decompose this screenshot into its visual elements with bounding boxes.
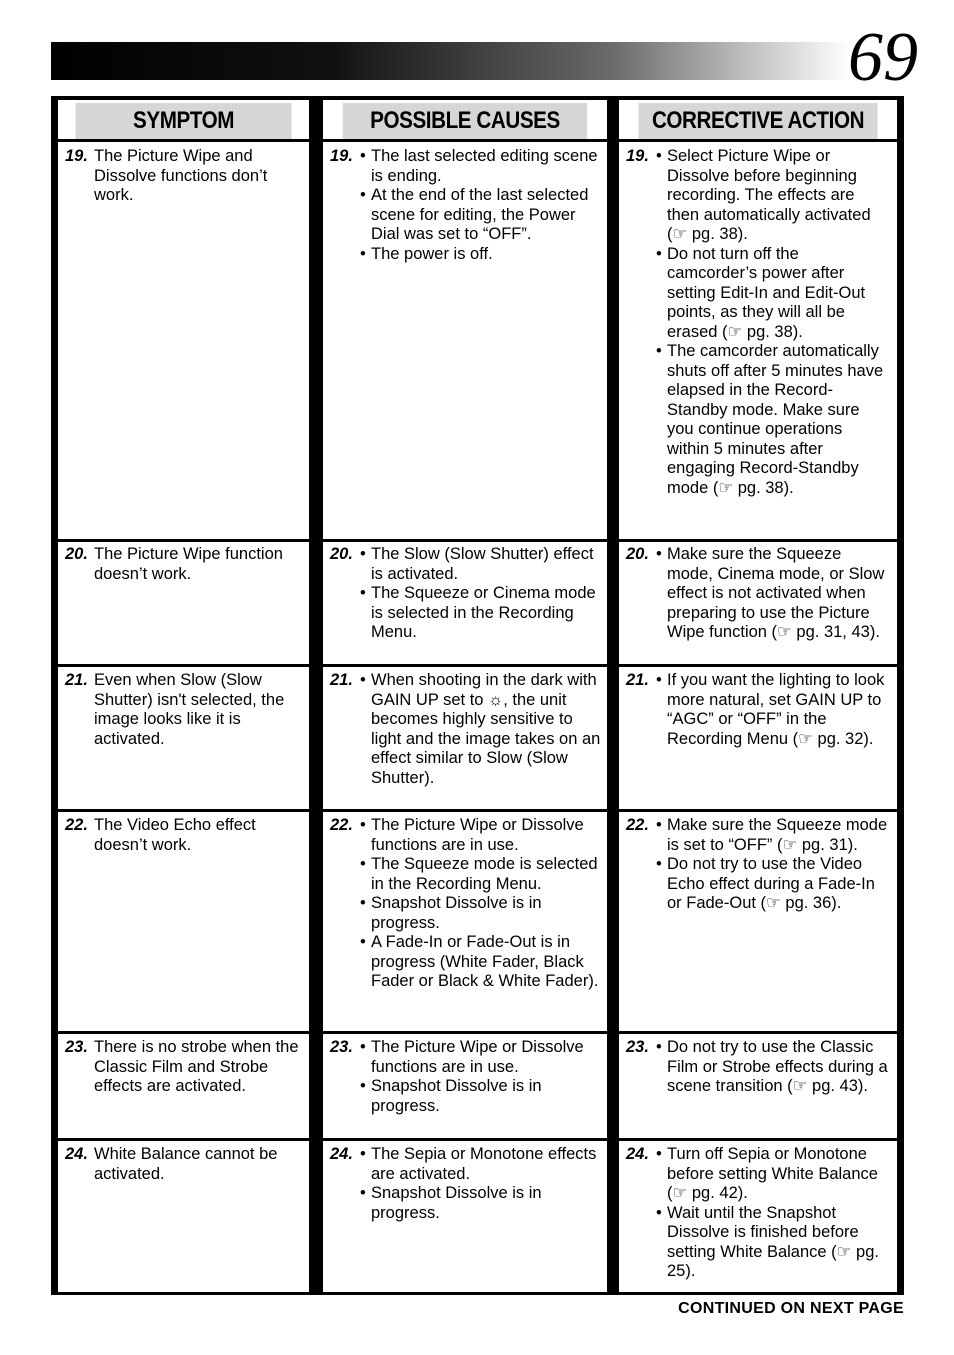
symptom-21: 21. Even when Slow (Slow Shutter) isn't selected, the image looks like it is activated. — [65, 671, 285, 748]
actions-24: 24. • Turn off Sepia or Monotone before setting White Balance (☞ pg. 42). • Wait until the Snapshot Dissolve is finished before setting White Balance (☞ pg. 25). — [626, 1145, 888, 1282]
page-number: 69 — [848, 19, 918, 96]
symptom-19: 19. The Picture Wipe and Dissolve functions don’t work. — [65, 147, 268, 204]
causes-23: 23. • The Picture Wipe or Dissolve functions are in use. • Snapshot Dissolve is in progress. — [330, 1038, 602, 1116]
continued-note: CONTINUED ON NEXT PAGE — [678, 1300, 904, 1317]
row-divider — [51, 809, 904, 812]
causes-19: 19. • The last selected editing scene is ending. • At the end of the last selected scene for editing, the Power Dial was set to “OFF”. • The power is off. — [330, 147, 602, 264]
symptom-22: 22. The Video Echo effect doesn’t work. — [65, 816, 256, 854]
row-divider — [51, 539, 904, 542]
symptom-24: 24. White Balance cannot be activated. — [65, 1145, 278, 1183]
actions-21: 21. • If you want the lighting to look more natural, set GAIN UP to “AGC” or “OFF” in the Recording Menu (☞ pg. 32). — [626, 671, 888, 749]
action-header: CORRECTIVE ACTION — [638, 103, 877, 139]
actions-20: 20. • Make sure the Squeeze mode, Cinema mode, or Slow effect is not activated when preparing to use the Picture Wipe function (☞ pg. 31, 43). — [626, 545, 888, 643]
actions-22: 22. • Make sure the Squeeze mode is set to “OFF” (☞ pg. 31). • Do not try to use the Video Echo effect during a Fade-In or Fade-Out (☞ pg. 36). — [626, 816, 888, 914]
header-gradient-bar — [51, 42, 851, 80]
symptom-header: SYMPTOM — [76, 103, 292, 139]
symptom-23: 23. There is no strobe when the Classic Film and Strobe effects are activated. — [65, 1038, 299, 1095]
causes-header: POSSIBLE CAUSES — [343, 103, 587, 139]
row-divider — [51, 664, 904, 667]
actions-23: 23. • Do not try to use the Classic Film or Strobe effects during a scene transition (☞ pg. 43). — [626, 1038, 888, 1097]
row-divider — [51, 1138, 904, 1141]
row-divider — [51, 139, 904, 142]
causes-20: 20. • The Slow (Slow Shutter) effect is activated. • The Squeeze or Cinema mode is selected in the Recording Menu. — [330, 545, 602, 643]
symptom-20: 20. The Picture Wipe function doesn’t work. — [65, 545, 283, 583]
row-divider — [51, 1031, 904, 1034]
causes-24: 24. • The Sepia or Monotone effects are activated. • Snapshot Dissolve is in progress. — [330, 1145, 602, 1223]
causes-22: 22. • The Picture Wipe or Dissolve functions are in use. • The Squeeze mode is selected in the Recording Menu. • Snapshot Dissolve is in progress. • A Fade-In or Fade-Out is in progress (White Fader, Black Fader or Black & White Fader). — [330, 816, 602, 992]
causes-21: 21. • When shooting in the dark with GAIN UP set to ☼, the unit becomes highly sensitive to light and the image takes on an effect similar to Slow (Slow Shutter). — [330, 671, 602, 788]
actions-19: 19. • Select Picture Wipe or Dissolve before beginning recording. The effects are then automatically activated (☞ pg. 38). • Do not turn off the camcorder’s power after setting Edit-In and Edit-Out points, as they will all be erased (☞ pg. 38). • The camcorder automatically shuts off after 5 minutes have elapsed in the Record-Standby mode. Make sure you continue operations within 5 minutes after engaging Record-Standby mode (☞ pg. 38). — [626, 147, 888, 498]
